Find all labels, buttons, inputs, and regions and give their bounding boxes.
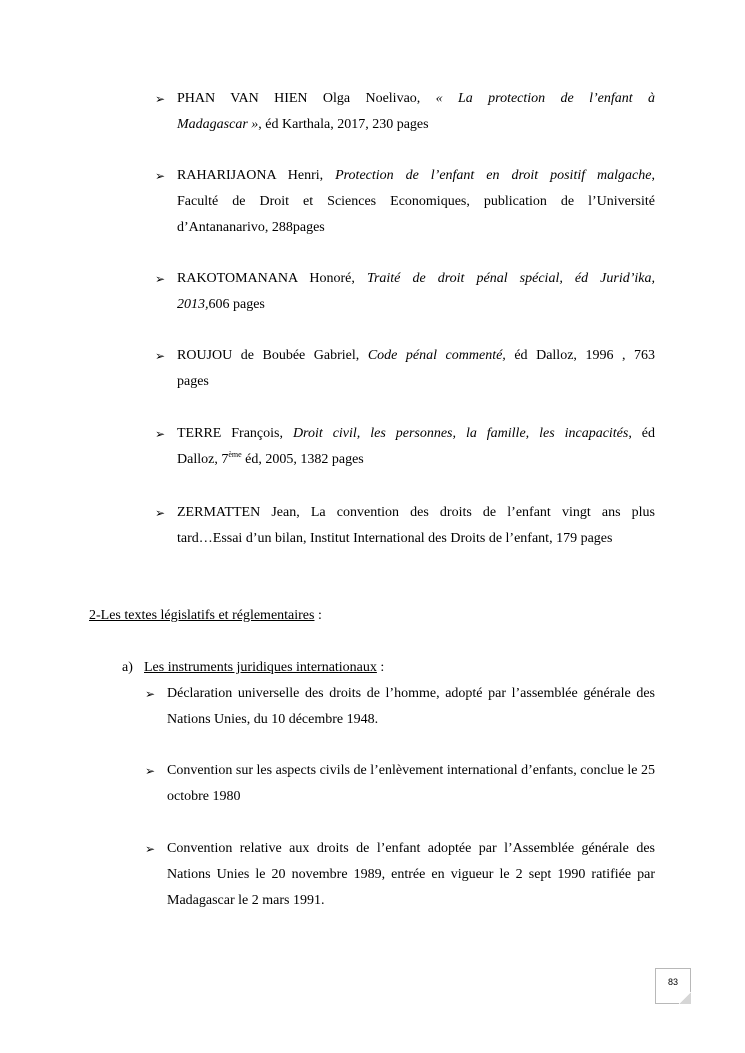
text-run: Traité de droit pénal spécial, éd Jurid’ika, <box>366 271 656 286</box>
sub-heading <box>122 655 384 681</box>
text-run: Faculté de Droit et Sciences Economiques, publication de l’Université d’Antananarivo, 288pages <box>177 194 655 235</box>
arrow-bullet-icon: ➢ <box>155 272 166 286</box>
bibliography-text <box>177 500 655 552</box>
bibliography-item <box>155 266 655 318</box>
text-run: éd, 2005, 1382 pages <box>241 452 364 467</box>
arrow-bullet-icon: ➢ <box>155 92 166 106</box>
bibliography-text <box>177 163 655 241</box>
text-run: éd Dalloz, 1996 , 763 <box>505 348 656 363</box>
text-run: 606 pages <box>208 297 265 312</box>
text-run: RAHARIJAONA Henri, <box>177 168 336 183</box>
bibliography-line <box>177 421 655 447</box>
bibliography-text <box>177 421 655 473</box>
section-heading-suffix: : <box>314 608 322 623</box>
bibliography-line <box>177 526 655 552</box>
page-number-box <box>655 968 691 1004</box>
text-run: ème <box>228 450 242 459</box>
text-run: « La protection de l’enfant à <box>435 91 655 106</box>
bibliography-line <box>177 163 655 189</box>
text-run: ZERMATTEN Jean, La convention des droits de l’enfant vingt ans plus <box>177 505 655 520</box>
section-heading <box>89 603 322 629</box>
bibliography-text <box>177 343 655 395</box>
text-run: Code pénal commenté, <box>367 348 506 363</box>
bibliography-line <box>177 292 655 318</box>
text-run: tard…Essai d’un bilan, Institut International des Droits de l’enfant, 179 pages <box>177 531 613 546</box>
text-run: , éd <box>628 426 656 441</box>
text-run: Dalloz, 7 <box>177 452 229 467</box>
bibliography-item <box>155 343 655 395</box>
bibliography-text <box>177 86 655 138</box>
bibliography-line <box>177 266 655 292</box>
instrument-text: Déclaration universelle des droits de l’homme, adopté par l’assemblée générale des Nations Unies, du 10 décembre 1948. <box>167 686 655 727</box>
bibliography-item <box>155 163 655 241</box>
bibliography-item <box>155 421 655 473</box>
page-number: 83 <box>667 977 678 987</box>
instrument-item <box>145 836 655 914</box>
bibliography-line <box>177 500 655 526</box>
arrow-bullet-icon: ➢ <box>155 349 166 363</box>
bibliography-item <box>155 500 655 552</box>
text-run: 2013, <box>177 297 209 312</box>
text-run: , <box>651 168 655 183</box>
text-run: pages <box>177 374 209 389</box>
sub-heading-text: Les instruments juridiques internationaux <box>144 660 377 675</box>
bibliography-item <box>155 86 655 138</box>
text-run: Droit civil, les personnes, la famille, les incapacités <box>292 426 629 441</box>
text-run: , éd Karthala, 2017, 230 pages <box>258 117 429 132</box>
text-run: Madagascar » <box>177 117 259 132</box>
bibliography-line <box>177 189 655 241</box>
arrow-bullet-icon: ➢ <box>155 506 166 520</box>
arrow-bullet-icon: ➢ <box>145 687 156 701</box>
sub-heading-suffix: : <box>376 660 385 675</box>
page-corner-fold-icon <box>679 992 691 1004</box>
instrument-item <box>145 681 655 733</box>
section-heading-text: 2-Les textes législatifs et réglementaires <box>89 608 315 623</box>
instrument-text: Convention sur les aspects civils de l’enlèvement international d’enfants, conclue le 25 octobre 1980 <box>167 763 655 804</box>
instrument-item <box>145 758 655 810</box>
text-run: TERRE François, <box>177 426 293 441</box>
bibliography-line <box>177 86 655 112</box>
text-run: RAKOTOMANANA Honoré, <box>177 271 367 286</box>
arrow-bullet-icon: ➢ <box>155 427 166 441</box>
text-run: ROUJOU de Boubée Gabriel, <box>177 348 368 363</box>
sub-heading-marker: a) <box>122 660 133 675</box>
text-run: PHAN VAN HIEN Olga Noelivao, <box>177 91 436 106</box>
bibliography-line <box>177 369 655 395</box>
arrow-bullet-icon: ➢ <box>145 764 156 778</box>
bibliography-line <box>177 112 655 138</box>
text-run: Protection de l’enfant en droit positif malgache <box>335 168 652 183</box>
arrow-bullet-icon: ➢ <box>145 842 156 856</box>
arrow-bullet-icon: ➢ <box>155 169 166 183</box>
bibliography-line <box>177 343 655 369</box>
bibliography-text <box>177 266 655 318</box>
bibliography-line <box>177 447 655 473</box>
instrument-text: Convention relative aux droits de l’enfant adoptée par l’Assemblée générale des Nations Unies le 20 novembre 1989, entrée en vigueur le 2 sept 1990 ratifiée par Madagascar le 2 mars 1991. <box>167 841 655 908</box>
